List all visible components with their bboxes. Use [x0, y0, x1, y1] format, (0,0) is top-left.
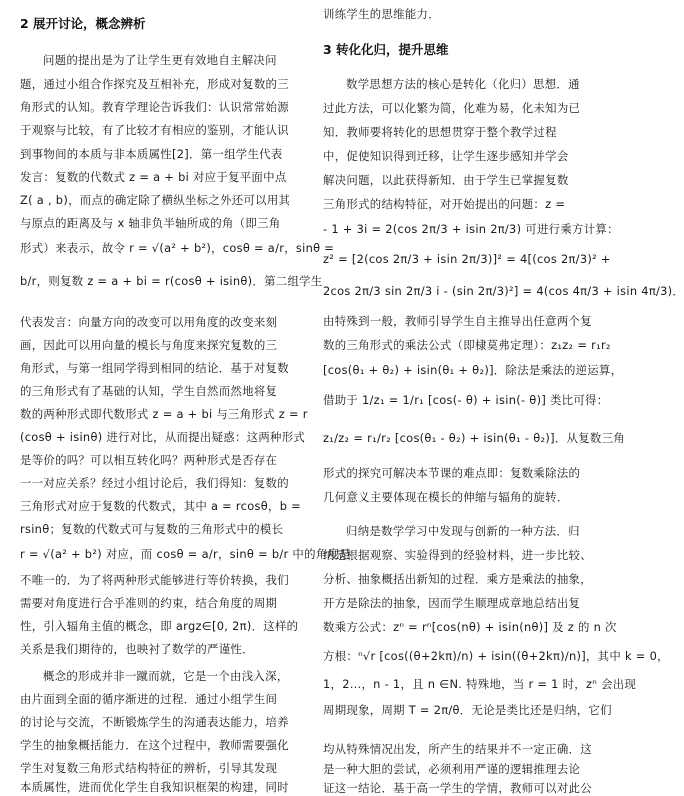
paragraph-line: 纳是根据观察、实验得到的经验材料，进一步比较、	[323, 548, 592, 562]
paragraph-line: 证这一结论．基于高一学生的学情，教师可以对此公	[323, 781, 592, 795]
paragraph-line: 画，因此可以用向量的模长与角度来探究复数的三	[20, 338, 278, 352]
paragraph-line: 解决问题，以此获得新知．由于学生已掌握复数	[323, 173, 569, 187]
paragraph-line: (cosθ + isinθ) 进行对比，从而提出疑惑：这两种形式	[20, 430, 306, 444]
section-heading-2: 2 展开讨论，概念辨析	[20, 16, 146, 31]
paragraph-line: 与原点的距离及与 x 轴非负半轴所成的角（即三角	[20, 216, 281, 230]
formula-line: - 1 + 3i = 2(cos 2π/3 + isin 2π/3) 可进行乘方计算：	[323, 222, 619, 236]
paragraph-line: 的讨论与交流，不断锻炼学生的沟通表达能力，培养	[20, 715, 289, 729]
paragraph-line: 性，引入辐角主值的概念，即 argz∈[0, 2π)．这样的	[20, 619, 299, 633]
paragraph-line: 题，通过小组合作探究及互相补充，形成对复数的三	[20, 77, 289, 91]
paragraph-line: 学生的抽象概括能力．在这个过程中，教师需要强化	[20, 738, 289, 752]
paragraph-line: 几何意义主要体现在模长的伸缩与辐角的旋转．	[323, 490, 569, 504]
paragraph-line: 代表发言：向量方向的改变可以用角度的改变来刻	[20, 315, 278, 329]
paragraph-line: 问题的提出是为了让学生更有效地自主解决问	[43, 53, 277, 67]
paragraph-line: 关系是我们期待的，也映衬了数学的严谨性．	[20, 642, 254, 656]
paragraph-line: 1，2…，n - 1，且 n ∈N. 特殊地，当 r = 1 时，zⁿ 会出现	[323, 677, 637, 691]
paragraph-line: 归纳是数学学习中发现与创新的一种方法．归	[346, 524, 580, 538]
paragraph-line: 知．教师要将转化的思想贯穿于整个教学过程	[323, 125, 557, 139]
paragraph-line: [cos(θ₁ + θ₂) + isin(θ₁ + θ₂)]．除法是乘法的逆运算，	[323, 363, 623, 377]
formula-line: b/r，则复数 z = a + bi = r(cosθ + isinθ)．第二组学生	[20, 274, 323, 288]
paragraph-line: 到事物间的本质与非本质属性[2]．第一组学生代表	[20, 147, 283, 161]
paragraph-line: 三角形式对应于复数的代数式，其中 a = rcosθ，b =	[20, 499, 301, 513]
paragraph-line: 由片面到全面的循序渐进的过程．通过小组学生间	[20, 692, 278, 706]
formula-line: r = √(a² + b²) 对应，而 cosθ = a/r，sinθ = b/r 中的角度是	[20, 547, 351, 561]
paragraph-line: 开方是除法的抽象，因而学生顺理成章地总结出复	[323, 596, 581, 610]
paragraph-line: rsinθ；复数的代数式可与复数的三角形式中的模长	[20, 522, 284, 536]
paragraph-line: 由特殊到一般，教师引导学生自主推导出任意两个复	[323, 314, 592, 328]
paragraph-line: 中，促使知识得到迁移，让学生逐步感知并学会	[323, 149, 569, 163]
section-heading-3: 3 转化化归，提升思维	[323, 42, 449, 57]
paragraph-line: 于观察与比较，有了比较才有相应的鉴别，才能认识	[20, 123, 289, 137]
paragraph-line: 均从特殊情况出发，所产生的结果并不一定正确．这	[323, 742, 592, 756]
formula-line: z₁/z₂ = r₁/r₂ [cos(θ₁ - θ₂) + isin(θ₁ - θ₂)]．从复数三角	[323, 431, 625, 445]
formula-line: 数乘方公式：zⁿ = rⁿ[cos(nθ) + isin(nθ)] 及 z 的 n 次	[323, 620, 617, 634]
formula-line: 借助于 1/z₁ = 1/r₁ [cos(- θ) + isin(- θ)] 类比可得：	[323, 393, 609, 407]
paragraph-line: 学生对复数三角形式结构特征的辨析，引导其发现	[20, 761, 278, 775]
formula-line: z² = [2(cos 2π/3 + isin 2π/3)]² = 4[(cos 2π/3)² +	[323, 252, 611, 266]
paragraph-line: 发言：复数的代数式 z = a + bi 对应于复平面中点	[20, 170, 287, 184]
paragraph-line: 形式的探究可解决本节课的难点即：复数乘除法的	[323, 466, 581, 480]
paragraph-line: 分析、抽象概括出新知的过程．乘方是乘法的抽象，	[323, 572, 592, 586]
paragraph-line: 三角形式的结构特征，对开始提出的问题：z =	[323, 197, 566, 211]
paragraph-line: 训练学生的思维能力．	[323, 7, 440, 21]
paragraph-line: 是等价的吗？可以相互转化吗？两种形式是否存在	[20, 453, 278, 467]
paragraph-line: Z( a , b)，而点的确定除了横纵坐标之外还可以用其	[20, 193, 291, 207]
paragraph-line: 过此方法，可以化繁为简，化难为易，化未知为已	[323, 101, 581, 115]
paragraph-line: 一一对应关系？经过小组讨论后，我们得知：复数的	[20, 476, 289, 490]
paragraph-line: 角形式的认知。教育学理论告诉我们：认识常常始源	[20, 100, 289, 114]
paragraph-line: 的三角形式有了基础的认知，学生自然而然地将复	[20, 384, 278, 398]
formula-line: 周期现象，周期 T = 2π/θ．无论是类比还是归纳，它们	[323, 703, 612, 717]
paragraph-line: 数学思想方法的核心是转化（化归）思想．通	[346, 77, 580, 91]
formula-line: 形式）来表示，故令 r = √(a² + b²)，cosθ = a/r，sinθ =	[20, 241, 335, 255]
paragraph-line: 是一种大胆的尝试，必须利用严谨的逻辑推理去论	[323, 762, 581, 776]
paragraph-line: 不唯一的．为了将两种形式能够进行等价转换，我们	[20, 573, 289, 587]
formula-line: 方根：ⁿ√r [cos((θ+2kπ)/n) + isin((θ+2kπ)/n)]，其中 k = 0，	[323, 649, 669, 663]
formula-line: 2cos 2π/3 sin 2π/3 i - (sin 2π/3)²] = 4(cos 4π/3 + isin 4π/3)．	[323, 284, 684, 298]
paragraph-line: 数的三角形式的乘法公式（即棣莫弗定理）：z₁z₂ = r₁r₂	[323, 338, 611, 352]
paragraph-line: 概念的形成并非一蹴而就，它是一个由浅入深，	[43, 669, 289, 683]
paragraph-line: 角形式，与第一组同学得到相同的结论．基于对复数	[20, 361, 289, 375]
paragraph-line: 本质属性，进而优化学生自我知识框架的构建，同时	[20, 780, 289, 794]
paragraph-line: 需要对角度进行合乎准则的约束，结合角度的周期	[20, 596, 278, 610]
paragraph-line: 数的两种形式即代数形式 z = a + bi 与三角形式 z = r	[20, 407, 308, 421]
